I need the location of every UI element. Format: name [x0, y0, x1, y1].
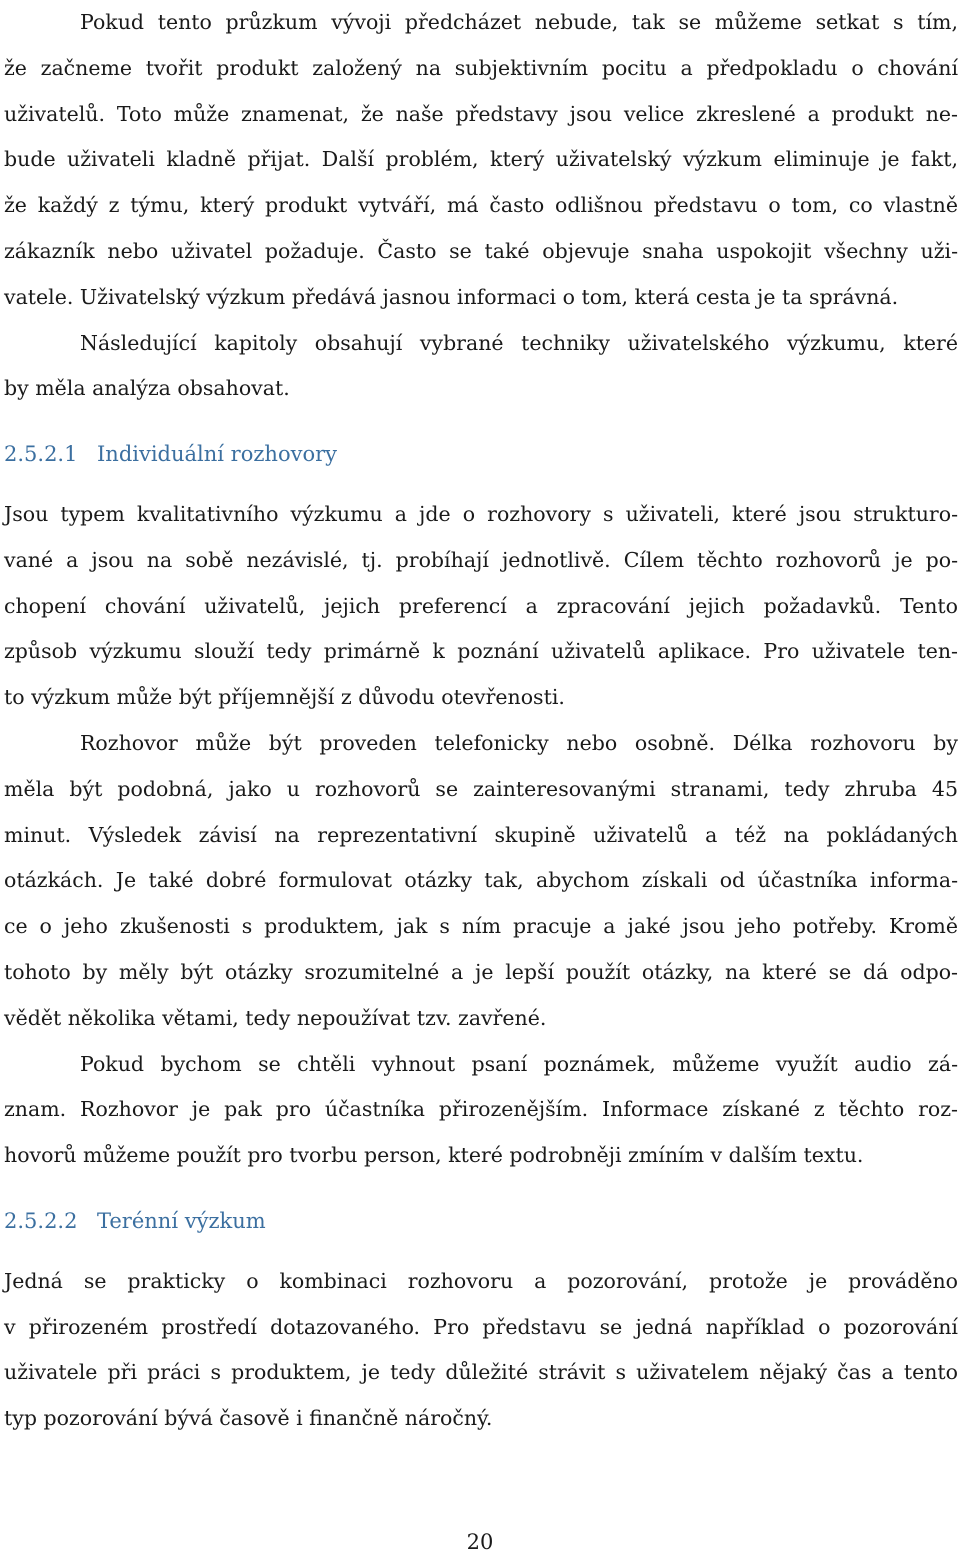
- section-number: 2.5.2.1: [4, 442, 78, 467]
- text-line: minut. Výsledek závisí na reprezentativní skupině uživatelů a též na pokládaných: [4, 822, 958, 847]
- text-line: otázkách. Je také dobré formulovat otázky tak, abychom získali od účastníka informa-: [4, 868, 958, 893]
- text-line: Jedná se prakticky o kombinaci rozhovoru a pozorování, protože je prováděno: [4, 1268, 958, 1293]
- text-line: Pokud tento průzkum vývoji předcházet nebude, tak se můžeme setkat s tím,: [80, 10, 958, 34]
- page-number: 20: [466, 1530, 494, 1554]
- section1-paragraph-2: [4, 721, 958, 1042]
- section-title: Terénní výzkum: [97, 1208, 266, 1233]
- text-line: měla být podobná, jako u rozhovorů se zainteresovanými stranami, tedy zhruba 45: [4, 776, 958, 801]
- section1-paragraph-3: [4, 1042, 958, 1179]
- text-line: vatele. Uživatelský výzkum předává jasnou informaci o tom, která cesta je ta správná.: [4, 284, 899, 309]
- text-line: tohoto by měly být otázky srozumitelné a je lepší použít otázky, na které se dá odpo-: [4, 959, 958, 984]
- section2-paragraph-1: [4, 1259, 958, 1442]
- text-line: chopení chování uživatelů, jejich preferencí a zpracování jejich požadavků. Tento: [4, 593, 958, 618]
- intro-paragraph: [4, 0, 958, 321]
- section-number: 2.5.2.2: [4, 1208, 78, 1233]
- document-page: [4, 0, 958, 1442]
- text-line: bude uživateli kladně přijat. Další problém, který uživatelský výzkum eliminuje je fakt,: [4, 147, 958, 172]
- section-title: Individuální rozhovory: [97, 442, 338, 467]
- intro2-paragraph: [4, 321, 958, 413]
- text-line: Pokud bychom se chtěli vyhnout psaní poznámek, můžeme využít audio zá-: [80, 1051, 958, 1076]
- text-line: to výzkum může být příjemnější z důvodu otevřenosti.: [4, 685, 565, 710]
- text-line: hovorů můžeme použít pro tvorbu person, které podrobněji zmíním v dalším textu.: [4, 1143, 864, 1168]
- text-line: způsob výzkumu slouží tedy primárně k poznání uživatelů aplikace. Pro uživatele ten-: [4, 639, 958, 664]
- text-line: by měla analýza obsahovat.: [4, 376, 290, 401]
- section1-paragraph-1: [4, 492, 958, 721]
- section-heading-individual-interviews: [4, 432, 958, 478]
- text-line: vědět několika větami, tedy nepoužívat tzv. zavřené.: [4, 1005, 547, 1030]
- text-line: že každý z týmu, který produkt vytváří, má často odlišnou představu o tom, co vlastně: [4, 193, 958, 218]
- text-line: uživatele při práci s produktem, je tedy důležité strávit s uživatelem nějaký čas a tento: [4, 1360, 958, 1385]
- text-line: ce o jeho zkušenosti s produktem, jak s ním pracuje a jaké jsou jeho potřeby. Kromě: [4, 914, 958, 939]
- text-line: v přirozeném prostředí dotazovaného. Pro představu se jedná například o pozorování: [4, 1314, 958, 1339]
- text-line: Jsou typem kvalitativního výzkumu a jde o rozhovory s uživateli, které jsou strukturo-: [4, 501, 958, 526]
- text-line: Následující kapitoly obsahují vybrané techniky uživatelského výzkumu, které: [80, 330, 958, 355]
- text-line: znam. Rozhovor je pak pro účastníka přirozenějším. Informace získané z těchto roz-: [4, 1097, 958, 1122]
- section-heading-field-research: [4, 1199, 958, 1245]
- text-line: typ pozorování bývá časově i finančně náročný.: [4, 1406, 493, 1431]
- text-line: zákazník nebo uživatel požaduje. Často se také objevuje snaha uspokojit všechny uži-: [4, 238, 958, 263]
- text-line: Rozhovor může být proveden telefonicky nebo osobně. Délka rozhovoru by: [80, 730, 958, 755]
- text-line: vané a jsou na sobě nezávislé, tj. probíhají jednotlivě. Cílem těchto rozhovorů je po-: [4, 547, 958, 572]
- text-line: že začneme tvořit produkt založený na subjektivním pocitu a předpokladu o chování: [4, 55, 958, 80]
- text-line: uživatelů. Toto může znamenat, že naše představy jsou velice zkreslené a produkt ne-: [4, 101, 958, 126]
